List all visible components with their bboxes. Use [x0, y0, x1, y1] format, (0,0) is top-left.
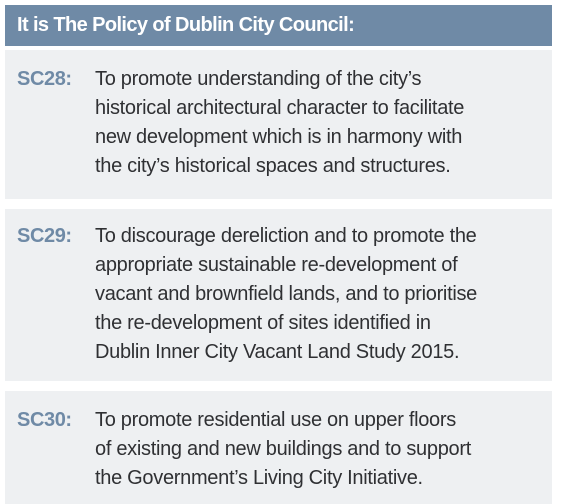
- policy-code: SC29:: [17, 225, 72, 247]
- policy-item-sc29: [5, 209, 552, 381]
- policy-text-line: Dublin Inner City Vacant Land Study 2015.: [95, 341, 460, 363]
- policy-text: [95, 406, 546, 493]
- policy-text: [95, 222, 546, 367]
- policy-panel: [5, 5, 552, 504]
- policy-text-line: the city’s historical spaces and structures.: [95, 155, 451, 177]
- policy-text-line: To promote residential use on upper floors: [95, 409, 456, 431]
- policy-text-line: historical architectural character to facilitate: [95, 97, 465, 119]
- policy-code: SC30:: [17, 409, 72, 431]
- policy-text-line: vacant and brownfield lands, and to prioritise: [95, 283, 477, 305]
- policy-text-line: the re-development of sites identified in: [95, 312, 431, 334]
- policy-text: [95, 65, 546, 181]
- policy-code: SC28:: [17, 68, 72, 90]
- policy-text-line: To promote understanding of the city’s: [95, 68, 422, 90]
- policy-item-sc28: [5, 50, 552, 199]
- policy-item-sc30: [5, 391, 552, 504]
- policy-text-line: To discourage dereliction and to promote the: [95, 225, 477, 247]
- policy-text-line: new development which is in harmony with: [95, 126, 463, 148]
- policy-text-line: the Government’s Living City Initiative.: [95, 467, 423, 489]
- policy-text-line: of existing and new buildings and to support: [95, 438, 471, 460]
- policy-text-line: appropriate sustainable re-development of: [95, 254, 458, 276]
- panel-title: It is The Policy of Dublin City Council:: [5, 5, 552, 46]
